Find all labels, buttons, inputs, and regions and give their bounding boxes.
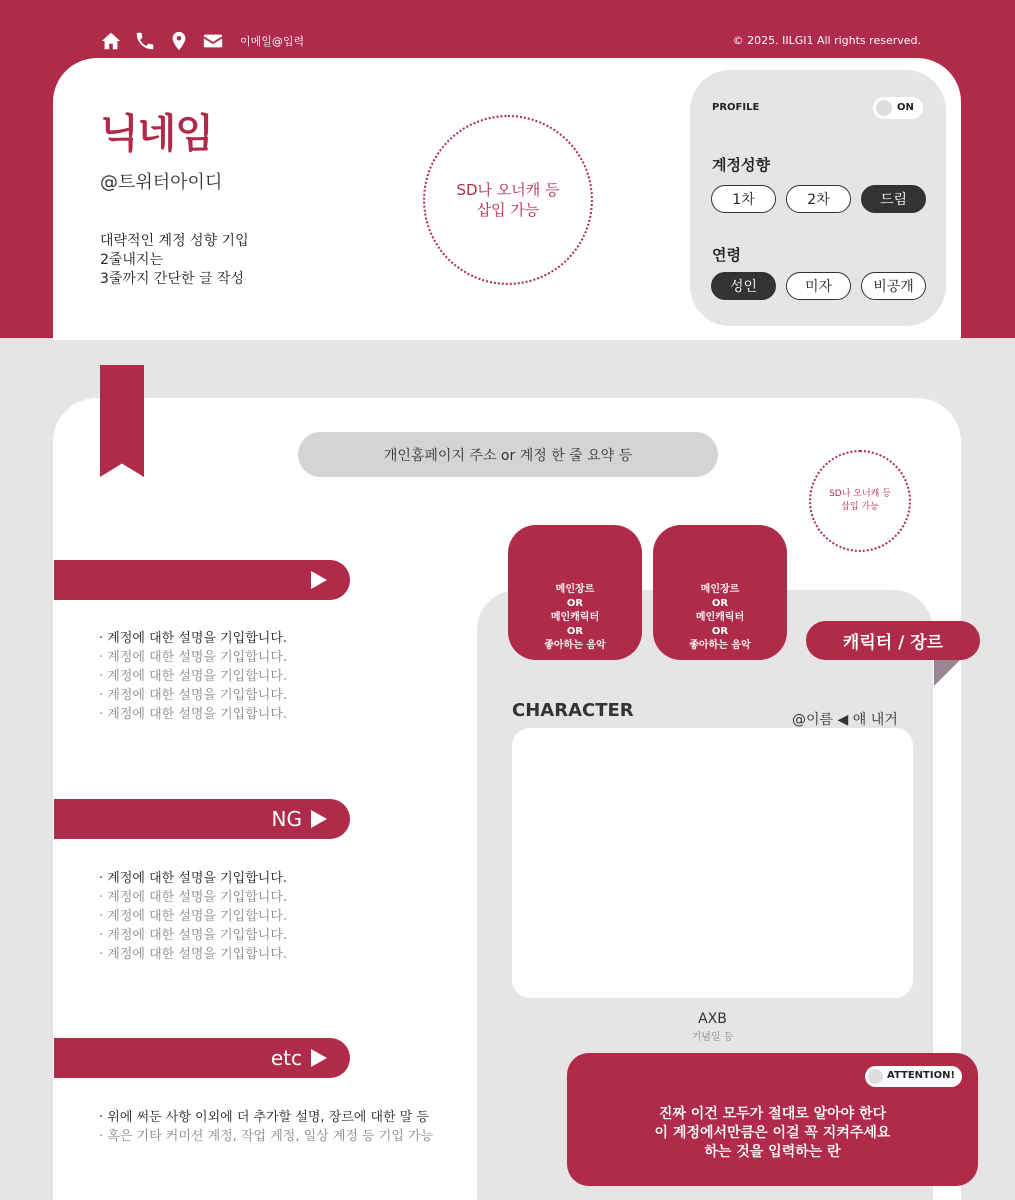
genre-line: 메인장르 bbox=[555, 583, 595, 595]
list-item: · 계정에 대한 설명을 기입합니다. bbox=[99, 631, 288, 646]
list-item: · 계정에 대한 설명을 기입합니다. bbox=[99, 947, 288, 962]
character-title: CHARACTER bbox=[512, 700, 634, 721]
phone-icon[interactable] bbox=[134, 30, 156, 52]
copyright: © 2025. IILGI1 All rights reserved. bbox=[732, 34, 921, 47]
genre-box bbox=[653, 525, 787, 660]
list-item: · 위에 써둔 사항 이외에 더 추가할 설명, 장르에 대한 말 등 bbox=[99, 1110, 429, 1125]
bookmark-ribbon bbox=[100, 365, 144, 477]
age-option-minor[interactable]: 미자 bbox=[786, 272, 851, 300]
account-description bbox=[100, 232, 249, 289]
age-title: 연령 bbox=[712, 246, 741, 264]
ng-title: NG bbox=[271, 807, 302, 831]
profile-label: PROFILE bbox=[712, 102, 760, 113]
etc-list bbox=[99, 1108, 433, 1146]
tendency-option-1st[interactable]: 1차 bbox=[711, 185, 776, 213]
list-item: · 혹은 기타 커미션 계정, 작업 계정, 일상 계정 등 기입 가능 bbox=[99, 1129, 434, 1144]
list-item: · 계정에 대한 설명을 기입합니다. bbox=[99, 871, 288, 886]
section-tag-bar bbox=[54, 560, 350, 600]
list-item: · 계정에 대한 설명을 기입합니다. bbox=[99, 928, 288, 943]
age-options bbox=[711, 272, 926, 300]
list-item: · 계정에 대한 설명을 기입합니다. bbox=[99, 909, 288, 924]
genre-line: OR bbox=[711, 625, 729, 637]
attention-text bbox=[567, 1105, 978, 1162]
profile-panel bbox=[690, 70, 946, 326]
character-image-box bbox=[512, 728, 913, 998]
contact-bar bbox=[100, 28, 304, 54]
attention-pill bbox=[865, 1066, 962, 1087]
location-pin-icon[interactable] bbox=[168, 30, 190, 52]
age-option-private[interactable]: 비공개 bbox=[861, 272, 926, 300]
genre-line: OR bbox=[566, 597, 584, 609]
genre-line: 메인장르 bbox=[700, 583, 740, 595]
description-line: 대략적인 계정 성향 기입 bbox=[100, 233, 249, 249]
pairing-label: AXB bbox=[698, 1011, 727, 1027]
sd-placeholder-line: 삽입 가능 bbox=[841, 502, 879, 512]
attention-line: 하는 것을 입력하는 란 bbox=[704, 1144, 841, 1160]
genre-line: 메인캐릭터 bbox=[550, 611, 600, 623]
homepage-summary-bar[interactable]: 개인홈페이지 주소 or 계정 한 줄 요약 등 bbox=[298, 432, 718, 477]
character-name-note: @이름 ◀ 얘 내거 bbox=[792, 712, 898, 728]
tendency-option-dream[interactable]: 드림 bbox=[861, 185, 926, 213]
tendency-options bbox=[711, 185, 926, 213]
list-item: · 계정에 대한 설명을 기입합니다. bbox=[99, 707, 288, 722]
genre-line: 메인캐릭터 bbox=[695, 611, 745, 623]
toggle-knob bbox=[876, 100, 892, 116]
etc-title: etc bbox=[270, 1046, 302, 1070]
sd-image-placeholder bbox=[423, 115, 593, 285]
toggle-label: ON bbox=[897, 102, 914, 113]
attention-line: 진짜 이건 모두가 절대로 알아야 한다 bbox=[658, 1106, 887, 1122]
attention-line: 이 계정에서만큼은 이걸 꼭 지켜주세요 bbox=[654, 1125, 891, 1141]
mail-icon[interactable] bbox=[202, 30, 224, 52]
genre-line: 좋아하는 음악 bbox=[544, 639, 606, 651]
header-card bbox=[53, 58, 961, 340]
genre-box bbox=[508, 525, 642, 660]
attention-label: ATTENTION! bbox=[887, 1070, 956, 1081]
twitter-id: @트위터아이디 bbox=[100, 172, 223, 193]
genre-line: OR bbox=[566, 625, 584, 637]
ng-list bbox=[99, 869, 287, 964]
description-line: 3줄까지 간단한 글 작성 bbox=[100, 271, 244, 287]
sd-placeholder-line: SD나 오너캐 등 bbox=[456, 181, 560, 199]
list-item: · 계정에 대한 설명을 기입합니다. bbox=[99, 650, 288, 665]
sd-placeholder-line: SD나 오너캐 등 bbox=[829, 489, 891, 499]
play-arrow-icon bbox=[310, 1049, 328, 1067]
list-item: · 계정에 대한 설명을 기입합니다. bbox=[99, 669, 288, 684]
email-text[interactable]: 이메일@입력 bbox=[240, 35, 305, 48]
tendency-option-2nd[interactable]: 2차 bbox=[786, 185, 851, 213]
home-icon[interactable] bbox=[100, 30, 122, 52]
attention-box bbox=[567, 1053, 978, 1186]
section-list bbox=[99, 629, 287, 724]
list-item: · 계정에 대한 설명을 기입합니다. bbox=[99, 890, 288, 905]
play-arrow-icon bbox=[310, 571, 328, 589]
ng-tag-bar bbox=[54, 799, 350, 839]
profile-toggle[interactable] bbox=[873, 97, 923, 119]
attention-knob bbox=[868, 1069, 883, 1084]
nickname: 닉네임 bbox=[100, 111, 213, 157]
etc-tag-bar bbox=[54, 1038, 350, 1078]
genre-line: OR bbox=[711, 597, 729, 609]
tendency-title: 계정성향 bbox=[712, 156, 770, 174]
age-option-adult[interactable]: 성인 bbox=[711, 272, 776, 300]
description-line: 2줄내지는 bbox=[100, 252, 164, 268]
play-arrow-icon bbox=[310, 810, 328, 828]
list-item: · 계정에 대한 설명을 기입합니다. bbox=[99, 688, 288, 703]
sd-image-placeholder-small bbox=[809, 450, 911, 552]
character-genre-tag: 캐릭터 / 장르 bbox=[806, 621, 980, 660]
genre-line: 좋아하는 음악 bbox=[689, 639, 751, 651]
anniversary-label: 기념일 등 bbox=[691, 1032, 734, 1043]
sd-placeholder-line: 삽입 가능 bbox=[476, 201, 540, 219]
